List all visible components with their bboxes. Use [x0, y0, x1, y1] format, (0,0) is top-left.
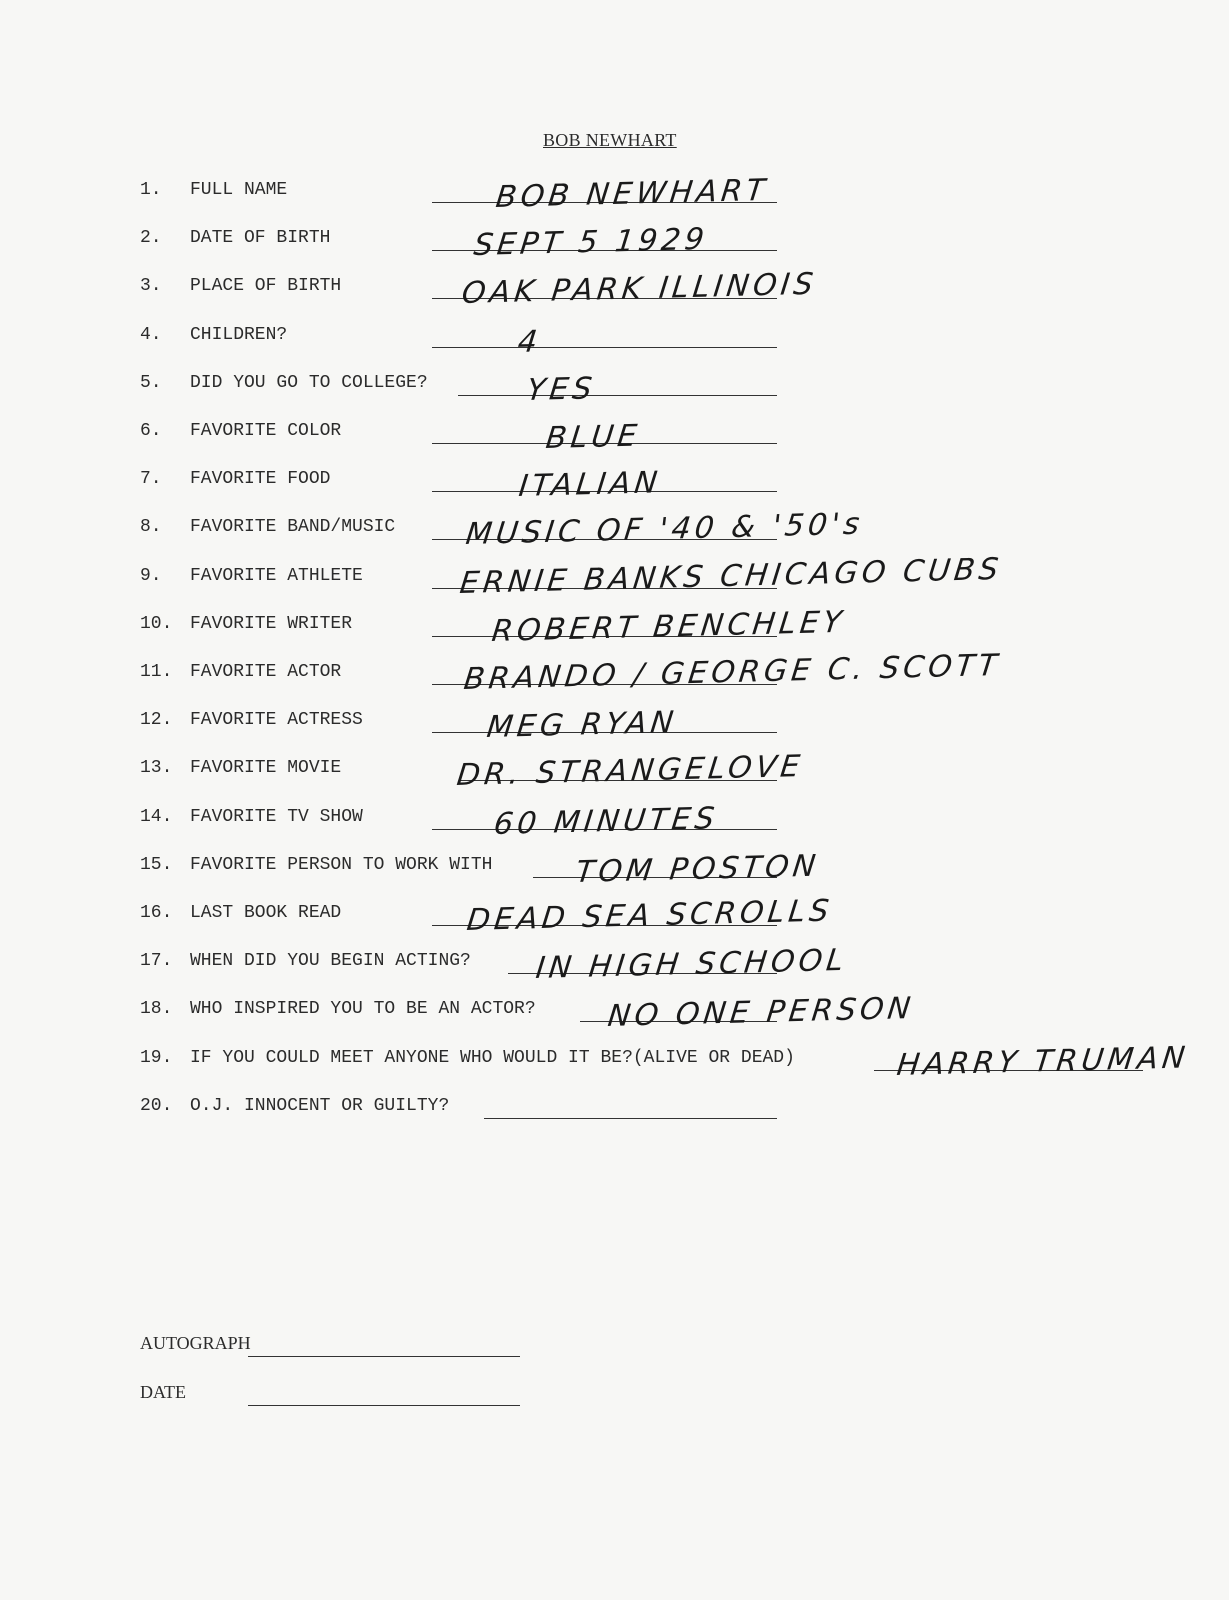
- question-number: 3.: [140, 276, 162, 297]
- handwritten-answer: DEAD SEA SCROLLS: [465, 893, 835, 938]
- question-row: [0, 220, 1229, 268]
- date-label: DATE: [140, 1382, 186, 1402]
- handwritten-answer: OAK PARK ILLINOIS: [460, 267, 819, 312]
- question-label: FAVORITE PERSON TO WORK WITH: [190, 854, 493, 875]
- question-label: DATE OF BIRTH: [190, 228, 331, 249]
- handwritten-answer: HARRY TRUMAN: [895, 1039, 1191, 1083]
- question-number: 11.: [140, 662, 173, 682]
- question-label: FAVORITE BAND/MUSIC: [190, 517, 396, 538]
- question-row: [0, 648, 1229, 702]
- question-row: [0, 943, 1229, 991]
- handwritten-answer: 4: [516, 324, 544, 360]
- question-number: 5.: [140, 372, 162, 393]
- answer-line: [432, 347, 777, 348]
- question-label: FAVORITE FOOD: [190, 469, 331, 490]
- handwritten-answer: BRANDO / GEORGE C. SCOTT: [462, 648, 1003, 697]
- question-label: FAVORITE ACTOR: [190, 662, 342, 682]
- question-label: FULL NAME: [190, 180, 288, 200]
- handwritten-answer: MEG RYAN: [485, 705, 680, 746]
- handwritten-answer: ERNIE BANKS CHICAGO CUBS: [458, 551, 1004, 601]
- question-number: 14.: [140, 806, 173, 827]
- question-number: 18.: [140, 999, 173, 1020]
- question-number: 20.: [140, 1095, 173, 1116]
- question-row: [0, 1088, 1229, 1136]
- question-row: [0, 551, 1229, 606]
- question-label: FAVORITE MOVIE: [190, 758, 342, 779]
- question-number: 8.: [140, 517, 162, 538]
- question-row: [0, 606, 1229, 654]
- autograph-label: AUTOGRAPH: [140, 1333, 251, 1353]
- handwritten-answer: 60 MINUTES: [492, 800, 720, 842]
- question-label: FAVORITE ACTRESS: [190, 710, 363, 731]
- question-label: PLACE OF BIRTH: [190, 276, 342, 297]
- handwritten-answer: DR. STRANGELOVE: [455, 749, 806, 794]
- answer-line: [484, 1118, 777, 1119]
- question-number: 12.: [140, 710, 173, 731]
- question-row: [0, 365, 1229, 413]
- document-title: BOB NEWHART: [543, 130, 677, 150]
- question-number: 16.: [140, 903, 173, 923]
- handwritten-answer: IN HIGH SCHOOL: [534, 943, 850, 987]
- question-label: IF YOU COULD MEET ANYONE WHO WOULD IT BE?(ALIVE OR DEAD): [190, 1047, 795, 1068]
- handwritten-answer: ROBERT BENCHLEY: [490, 604, 848, 649]
- question-row: [0, 268, 1229, 316]
- handwritten-answer: MUSIC OF '40 & '50's: [464, 507, 866, 553]
- question-label: FAVORITE COLOR: [190, 421, 342, 441]
- question-number: 1.: [140, 180, 162, 200]
- handwritten-answer: BOB NEWHART: [494, 172, 771, 215]
- question-label: FAVORITE TV SHOW: [190, 806, 363, 827]
- answer-line: [458, 395, 777, 396]
- handwritten-answer: TOM POSTON: [574, 848, 822, 890]
- handwritten-answer: YES: [525, 371, 598, 408]
- question-row: [0, 750, 1229, 798]
- question-number: 13.: [140, 758, 173, 779]
- question-label: CHILDREN?: [190, 324, 288, 345]
- question-row: [0, 317, 1229, 365]
- question-label: O.J. INNOCENT OR GUILTY?: [190, 1095, 450, 1116]
- question-number: 2.: [140, 228, 162, 249]
- question-row: [0, 895, 1229, 943]
- autograph-line: [248, 1356, 520, 1357]
- question-row: [0, 172, 1229, 220]
- question-row: [0, 461, 1229, 509]
- question-row: [0, 1040, 1229, 1088]
- question-row: [0, 799, 1229, 847]
- question-label: LAST BOOK READ: [190, 903, 342, 923]
- handwritten-answer: BLUE: [544, 418, 643, 456]
- question-row: [0, 991, 1229, 1039]
- question-number: 15.: [140, 854, 173, 875]
- question-number: 19.: [140, 1047, 173, 1068]
- question-number: 4.: [140, 324, 162, 345]
- handwritten-answer: ITALIAN: [517, 465, 663, 505]
- question-number: 9.: [140, 565, 162, 586]
- question-row: [0, 847, 1229, 895]
- question-number: 17.: [140, 951, 173, 972]
- question-label: WHO INSPIRED YOU TO BE AN ACTOR?: [190, 999, 536, 1020]
- question-number: 7.: [140, 469, 162, 490]
- question-label: DID YOU GO TO COLLEGE?: [190, 372, 428, 393]
- question-number: 6.: [140, 421, 162, 441]
- handwritten-answer: NO ONE PERSON: [606, 991, 917, 1035]
- handwritten-answer: SEPT 5 1929: [472, 222, 710, 264]
- question-row: [0, 413, 1229, 461]
- question-label: FAVORITE WRITER: [190, 613, 353, 634]
- question-label: FAVORITE ATHLETE: [190, 565, 363, 586]
- question-row: [0, 702, 1229, 750]
- date-line: [248, 1405, 520, 1406]
- question-number: 10.: [140, 613, 173, 634]
- question-label: WHEN DID YOU BEGIN ACTING?: [190, 951, 471, 972]
- question-row: [0, 509, 1229, 557]
